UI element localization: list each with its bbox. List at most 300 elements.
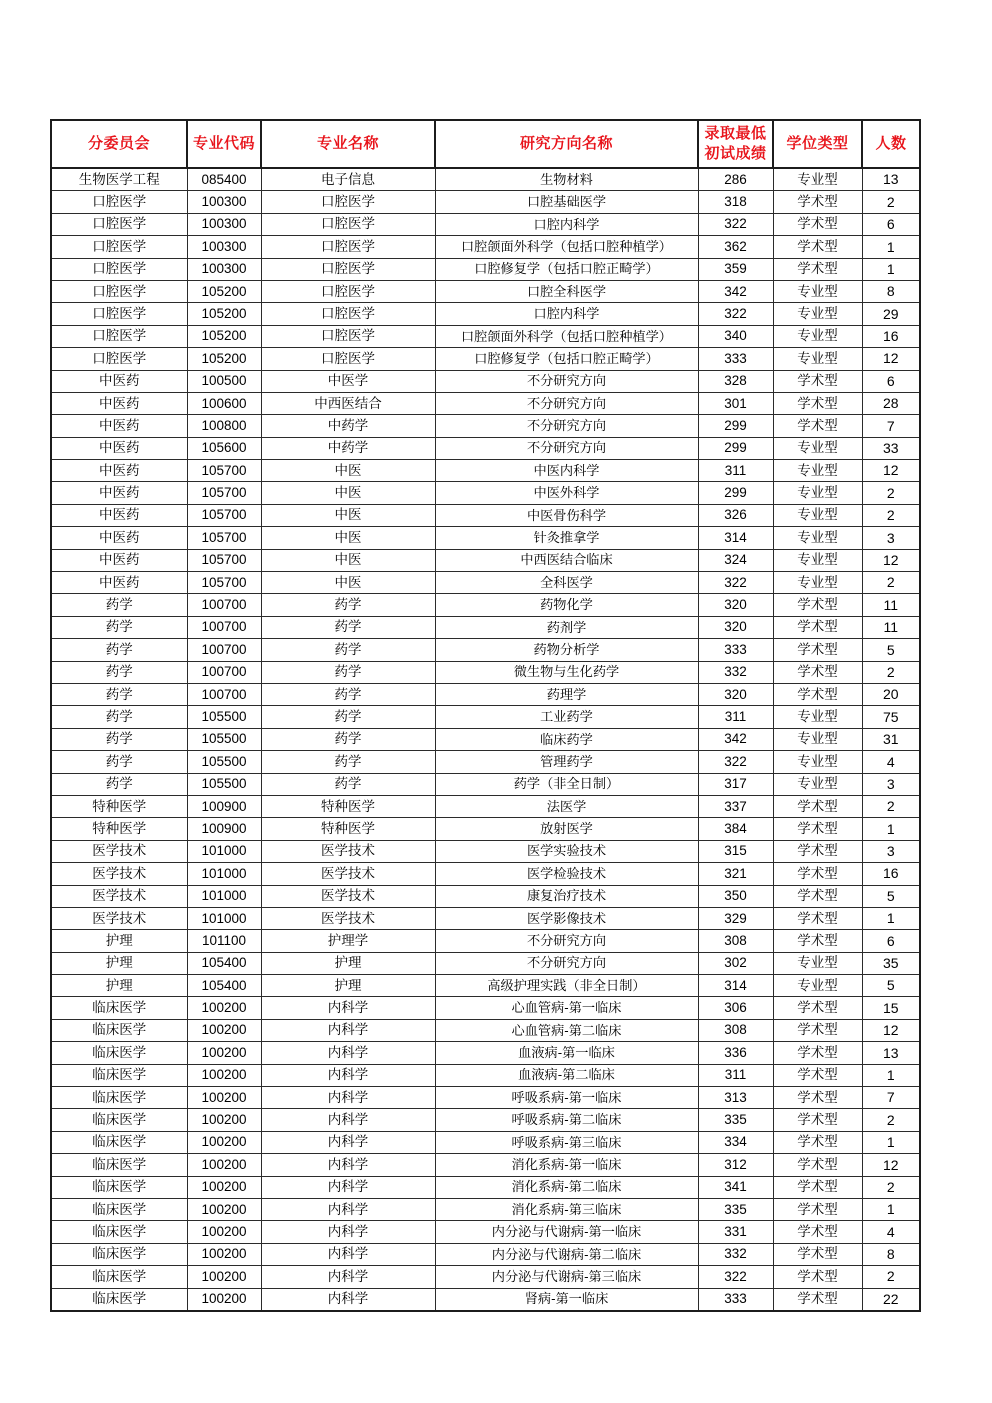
cell-count: 4 bbox=[862, 1221, 920, 1243]
cell-major_name: 口腔医学 bbox=[261, 213, 435, 235]
cell-direction: 口腔内科学 bbox=[435, 213, 698, 235]
table-row bbox=[51, 616, 920, 638]
cell-major_name: 内科学 bbox=[261, 1266, 435, 1288]
cell-min_score: 335 bbox=[698, 1198, 773, 1220]
cell-major_code: 105400 bbox=[187, 975, 261, 997]
cell-committee: 口腔医学 bbox=[51, 236, 187, 258]
cell-major_name: 特种医学 bbox=[261, 795, 435, 817]
cell-major_code: 101000 bbox=[187, 907, 261, 929]
cell-degree_type: 学术型 bbox=[773, 997, 862, 1019]
table-row bbox=[51, 751, 920, 773]
cell-major_name: 药学 bbox=[261, 661, 435, 683]
cell-committee: 特种医学 bbox=[51, 795, 187, 817]
cell-major_code: 101000 bbox=[187, 840, 261, 862]
cell-count: 2 bbox=[862, 795, 920, 817]
cell-count: 2 bbox=[862, 1109, 920, 1131]
table-row bbox=[51, 280, 920, 302]
cell-degree_type: 专业型 bbox=[773, 549, 862, 571]
cell-count: 35 bbox=[862, 952, 920, 974]
cell-direction: 针灸推拿学 bbox=[435, 527, 698, 549]
cell-direction: 心血管病-第二临床 bbox=[435, 1019, 698, 1041]
cell-committee: 中医药 bbox=[51, 460, 187, 482]
table-row bbox=[51, 863, 920, 885]
cell-min_score: 320 bbox=[698, 683, 773, 705]
cell-major_name: 内科学 bbox=[261, 1221, 435, 1243]
cell-direction: 口腔修复学（包括口腔正畸学） bbox=[435, 348, 698, 370]
cell-count: 2 bbox=[862, 572, 920, 594]
table-row bbox=[51, 795, 920, 817]
column-header-line: 研究方向名称 bbox=[519, 135, 613, 153]
cell-degree_type: 专业型 bbox=[773, 482, 862, 504]
table-row bbox=[51, 1154, 920, 1176]
table-row bbox=[51, 952, 920, 974]
column-header-line: 录取最低 bbox=[704, 125, 767, 143]
cell-major_name: 口腔医学 bbox=[261, 303, 435, 325]
cell-degree_type: 学术型 bbox=[773, 1042, 862, 1064]
table-row bbox=[51, 482, 920, 504]
table-row bbox=[51, 572, 920, 594]
cell-direction: 管理药学 bbox=[435, 751, 698, 773]
cell-committee: 中医药 bbox=[51, 437, 187, 459]
cell-count: 8 bbox=[862, 1243, 920, 1265]
cell-min_score: 328 bbox=[698, 370, 773, 392]
cell-direction: 血液病-第二临床 bbox=[435, 1064, 698, 1086]
cell-count: 1 bbox=[862, 1064, 920, 1086]
cell-committee: 临床医学 bbox=[51, 1019, 187, 1041]
cell-count: 12 bbox=[862, 1154, 920, 1176]
cell-committee: 口腔医学 bbox=[51, 303, 187, 325]
cell-direction: 消化系病-第一临床 bbox=[435, 1154, 698, 1176]
cell-major_code: 085400 bbox=[187, 168, 261, 191]
cell-major_name: 药学 bbox=[261, 683, 435, 705]
cell-count: 28 bbox=[862, 392, 920, 414]
cell-committee: 临床医学 bbox=[51, 1221, 187, 1243]
column-header-direction bbox=[435, 120, 698, 168]
cell-degree_type: 学术型 bbox=[773, 1221, 862, 1243]
cell-degree_type: 学术型 bbox=[773, 863, 862, 885]
cell-degree_type: 专业型 bbox=[773, 706, 862, 728]
cell-major_name: 药学 bbox=[261, 594, 435, 616]
cell-major_code: 105200 bbox=[187, 280, 261, 302]
cell-major_name: 内科学 bbox=[261, 1109, 435, 1131]
cell-direction: 血液病-第一临床 bbox=[435, 1042, 698, 1064]
cell-direction: 不分研究方向 bbox=[435, 952, 698, 974]
cell-direction: 康复治疗技术 bbox=[435, 885, 698, 907]
cell-degree_type: 专业型 bbox=[773, 325, 862, 347]
table-row bbox=[51, 1266, 920, 1288]
cell-direction: 不分研究方向 bbox=[435, 392, 698, 414]
cell-committee: 中医药 bbox=[51, 504, 187, 526]
cell-min_score: 302 bbox=[698, 952, 773, 974]
cell-count: 2 bbox=[862, 191, 920, 213]
cell-committee: 临床医学 bbox=[51, 1109, 187, 1131]
cell-direction: 中医内科学 bbox=[435, 460, 698, 482]
cell-direction: 法医学 bbox=[435, 795, 698, 817]
cell-min_score: 317 bbox=[698, 773, 773, 795]
cell-degree_type: 学术型 bbox=[773, 639, 862, 661]
cell-major_code: 105200 bbox=[187, 325, 261, 347]
cell-major_code: 105700 bbox=[187, 482, 261, 504]
cell-major_code: 100300 bbox=[187, 191, 261, 213]
cell-major_code: 105500 bbox=[187, 773, 261, 795]
table-row bbox=[51, 303, 920, 325]
cell-major_code: 100200 bbox=[187, 1154, 261, 1176]
cell-direction: 药理学 bbox=[435, 683, 698, 705]
cell-committee: 中医药 bbox=[51, 482, 187, 504]
cell-count: 15 bbox=[862, 997, 920, 1019]
cell-count: 3 bbox=[862, 527, 920, 549]
cell-count: 1 bbox=[862, 818, 920, 840]
cell-degree_type: 学术型 bbox=[773, 370, 862, 392]
table-body bbox=[51, 168, 920, 1311]
cell-count: 6 bbox=[862, 370, 920, 392]
cell-major_name: 中医 bbox=[261, 572, 435, 594]
cell-min_score: 326 bbox=[698, 504, 773, 526]
cell-min_score: 313 bbox=[698, 1087, 773, 1109]
cell-degree_type: 专业型 bbox=[773, 437, 862, 459]
cell-direction: 口腔内科学 bbox=[435, 303, 698, 325]
cell-min_score: 322 bbox=[698, 572, 773, 594]
cell-committee: 药学 bbox=[51, 661, 187, 683]
cell-min_score: 332 bbox=[698, 1243, 773, 1265]
table-row bbox=[51, 1176, 920, 1198]
cell-min_score: 322 bbox=[698, 213, 773, 235]
cell-count: 2 bbox=[862, 482, 920, 504]
table-row bbox=[51, 661, 920, 683]
cell-min_score: 308 bbox=[698, 930, 773, 952]
table-row bbox=[51, 706, 920, 728]
cell-major_code: 100700 bbox=[187, 639, 261, 661]
score-table-container bbox=[50, 119, 919, 1312]
cell-committee: 医学技术 bbox=[51, 840, 187, 862]
cell-degree_type: 学术型 bbox=[773, 1198, 862, 1220]
cell-min_score: 362 bbox=[698, 236, 773, 258]
cell-min_score: 311 bbox=[698, 1064, 773, 1086]
cell-committee: 药学 bbox=[51, 728, 187, 750]
table-row bbox=[51, 415, 920, 437]
cell-count: 1 bbox=[862, 236, 920, 258]
cell-degree_type: 专业型 bbox=[773, 348, 862, 370]
cell-major_name: 内科学 bbox=[261, 1154, 435, 1176]
cell-count: 4 bbox=[862, 751, 920, 773]
cell-min_score: 324 bbox=[698, 549, 773, 571]
cell-major_name: 内科学 bbox=[261, 1042, 435, 1064]
cell-count: 22 bbox=[862, 1288, 920, 1311]
cell-committee: 口腔医学 bbox=[51, 213, 187, 235]
table-header bbox=[51, 120, 920, 168]
cell-count: 5 bbox=[862, 975, 920, 997]
table-row bbox=[51, 460, 920, 482]
cell-min_score: 359 bbox=[698, 258, 773, 280]
cell-major_code: 100200 bbox=[187, 1176, 261, 1198]
cell-committee: 临床医学 bbox=[51, 1288, 187, 1311]
cell-major_name: 内科学 bbox=[261, 1176, 435, 1198]
cell-committee: 护理 bbox=[51, 975, 187, 997]
cell-major_code: 100200 bbox=[187, 1019, 261, 1041]
table-row bbox=[51, 1243, 920, 1265]
cell-count: 75 bbox=[862, 706, 920, 728]
cell-major_code: 100200 bbox=[187, 1221, 261, 1243]
table-row bbox=[51, 594, 920, 616]
cell-min_score: 312 bbox=[698, 1154, 773, 1176]
cell-committee: 临床医学 bbox=[51, 1042, 187, 1064]
cell-count: 3 bbox=[862, 773, 920, 795]
cell-min_score: 322 bbox=[698, 751, 773, 773]
cell-min_score: 337 bbox=[698, 795, 773, 817]
cell-major_name: 中医 bbox=[261, 527, 435, 549]
cell-degree_type: 学术型 bbox=[773, 818, 862, 840]
cell-direction: 心血管病-第一临床 bbox=[435, 997, 698, 1019]
cell-count: 5 bbox=[862, 639, 920, 661]
cell-min_score: 340 bbox=[698, 325, 773, 347]
cell-degree_type: 学术型 bbox=[773, 236, 862, 258]
cell-count: 13 bbox=[862, 1042, 920, 1064]
cell-direction: 高级护理实践（非全日制） bbox=[435, 975, 698, 997]
column-header-committee bbox=[51, 120, 187, 168]
cell-count: 7 bbox=[862, 415, 920, 437]
cell-major_name: 医学技术 bbox=[261, 907, 435, 929]
cell-min_score: 320 bbox=[698, 594, 773, 616]
cell-min_score: 332 bbox=[698, 661, 773, 683]
cell-min_score: 350 bbox=[698, 885, 773, 907]
cell-degree_type: 学术型 bbox=[773, 258, 862, 280]
cell-direction: 呼吸系病-第三临床 bbox=[435, 1131, 698, 1153]
table-row bbox=[51, 1288, 920, 1311]
cell-major_name: 电子信息 bbox=[261, 168, 435, 191]
cell-min_score: 299 bbox=[698, 482, 773, 504]
cell-min_score: 286 bbox=[698, 168, 773, 191]
cell-count: 5 bbox=[862, 885, 920, 907]
cell-major_code: 105200 bbox=[187, 303, 261, 325]
cell-min_score: 321 bbox=[698, 863, 773, 885]
cell-degree_type: 专业型 bbox=[773, 728, 862, 750]
cell-major_code: 100700 bbox=[187, 661, 261, 683]
cell-degree_type: 学术型 bbox=[773, 191, 862, 213]
cell-major_code: 100200 bbox=[187, 1042, 261, 1064]
cell-degree_type: 学术型 bbox=[773, 795, 862, 817]
cell-major_code: 100800 bbox=[187, 415, 261, 437]
cell-direction: 全科医学 bbox=[435, 572, 698, 594]
cell-major_name: 内科学 bbox=[261, 1243, 435, 1265]
cell-major_code: 100900 bbox=[187, 795, 261, 817]
cell-min_score: 322 bbox=[698, 1266, 773, 1288]
table-row bbox=[51, 930, 920, 952]
cell-min_score: 333 bbox=[698, 348, 773, 370]
cell-direction: 消化系病-第二临床 bbox=[435, 1176, 698, 1198]
cell-min_score: 311 bbox=[698, 460, 773, 482]
cell-major_name: 内科学 bbox=[261, 1019, 435, 1041]
cell-major_name: 内科学 bbox=[261, 1064, 435, 1086]
cell-committee: 医学技术 bbox=[51, 863, 187, 885]
cell-direction: 肾病-第一临床 bbox=[435, 1288, 698, 1311]
cell-major_name: 医学技术 bbox=[261, 840, 435, 862]
cell-committee: 中医药 bbox=[51, 549, 187, 571]
cell-direction: 不分研究方向 bbox=[435, 437, 698, 459]
cell-count: 11 bbox=[862, 616, 920, 638]
cell-degree_type: 学术型 bbox=[773, 594, 862, 616]
cell-direction: 不分研究方向 bbox=[435, 930, 698, 952]
cell-committee: 药学 bbox=[51, 594, 187, 616]
cell-direction: 内分泌与代谢病-第三临床 bbox=[435, 1266, 698, 1288]
cell-major_code: 100300 bbox=[187, 258, 261, 280]
cell-count: 11 bbox=[862, 594, 920, 616]
cell-major_name: 中医 bbox=[261, 460, 435, 482]
cell-committee: 口腔医学 bbox=[51, 280, 187, 302]
cell-major_code: 101000 bbox=[187, 885, 261, 907]
cell-major_code: 105500 bbox=[187, 728, 261, 750]
table-row bbox=[51, 818, 920, 840]
table-row bbox=[51, 885, 920, 907]
cell-min_score: 315 bbox=[698, 840, 773, 862]
cell-count: 12 bbox=[862, 549, 920, 571]
cell-degree_type: 专业型 bbox=[773, 952, 862, 974]
cell-direction: 口腔颌面外科学（包括口腔种植学） bbox=[435, 325, 698, 347]
cell-min_score: 314 bbox=[698, 527, 773, 549]
table-row bbox=[51, 348, 920, 370]
cell-direction: 放射医学 bbox=[435, 818, 698, 840]
cell-major_code: 101100 bbox=[187, 930, 261, 952]
cell-major_name: 内科学 bbox=[261, 1288, 435, 1311]
cell-direction: 医学影像技术 bbox=[435, 907, 698, 929]
table-row bbox=[51, 236, 920, 258]
table-row bbox=[51, 1221, 920, 1243]
cell-major_name: 医学技术 bbox=[261, 885, 435, 907]
cell-major_code: 100700 bbox=[187, 683, 261, 705]
cell-degree_type: 学术型 bbox=[773, 1288, 862, 1311]
cell-count: 33 bbox=[862, 437, 920, 459]
cell-direction: 口腔全科医学 bbox=[435, 280, 698, 302]
table-row bbox=[51, 504, 920, 526]
cell-committee: 护理 bbox=[51, 930, 187, 952]
cell-degree_type: 专业型 bbox=[773, 303, 862, 325]
cell-major_name: 口腔医学 bbox=[261, 258, 435, 280]
cell-major_code: 100300 bbox=[187, 213, 261, 235]
table-row bbox=[51, 1198, 920, 1220]
table-row bbox=[51, 1042, 920, 1064]
cell-major_name: 特种医学 bbox=[261, 818, 435, 840]
cell-major_name: 中医 bbox=[261, 482, 435, 504]
table-row bbox=[51, 683, 920, 705]
cell-direction: 内分泌与代谢病-第二临床 bbox=[435, 1243, 698, 1265]
cell-degree_type: 学术型 bbox=[773, 1019, 862, 1041]
cell-degree_type: 学术型 bbox=[773, 661, 862, 683]
cell-degree_type: 专业型 bbox=[773, 168, 862, 191]
table-row bbox=[51, 997, 920, 1019]
cell-committee: 临床医学 bbox=[51, 1176, 187, 1198]
cell-min_score: 342 bbox=[698, 280, 773, 302]
cell-direction: 药物分析学 bbox=[435, 639, 698, 661]
cell-committee: 药学 bbox=[51, 683, 187, 705]
cell-degree_type: 学术型 bbox=[773, 1109, 862, 1131]
cell-major_name: 药学 bbox=[261, 728, 435, 750]
cell-min_score: 341 bbox=[698, 1176, 773, 1198]
table-row bbox=[51, 213, 920, 235]
cell-min_score: 320 bbox=[698, 616, 773, 638]
cell-count: 6 bbox=[862, 213, 920, 235]
table-row bbox=[51, 975, 920, 997]
cell-degree_type: 专业型 bbox=[773, 975, 862, 997]
column-header-line: 分委员会 bbox=[87, 135, 150, 153]
cell-degree_type: 学术型 bbox=[773, 930, 862, 952]
cell-count: 1 bbox=[862, 258, 920, 280]
cell-major_name: 护理学 bbox=[261, 930, 435, 952]
cell-committee: 临床医学 bbox=[51, 1154, 187, 1176]
cell-major_code: 100600 bbox=[187, 392, 261, 414]
table-row bbox=[51, 728, 920, 750]
cell-major_name: 中西医结合 bbox=[261, 392, 435, 414]
cell-degree_type: 学术型 bbox=[773, 885, 862, 907]
table-row bbox=[51, 370, 920, 392]
cell-degree_type: 专业型 bbox=[773, 527, 862, 549]
cell-degree_type: 学术型 bbox=[773, 1154, 862, 1176]
cell-count: 2 bbox=[862, 1176, 920, 1198]
table-row bbox=[51, 639, 920, 661]
cell-direction: 口腔修复学（包括口腔正畸学） bbox=[435, 258, 698, 280]
cell-major_code: 100500 bbox=[187, 370, 261, 392]
cell-direction: 不分研究方向 bbox=[435, 415, 698, 437]
cell-direction: 中医外科学 bbox=[435, 482, 698, 504]
cell-degree_type: 专业型 bbox=[773, 572, 862, 594]
column-header-min_score bbox=[698, 120, 773, 168]
cell-committee: 药学 bbox=[51, 751, 187, 773]
cell-committee: 临床医学 bbox=[51, 1243, 187, 1265]
cell-count: 3 bbox=[862, 840, 920, 862]
cell-direction: 医学检验技术 bbox=[435, 863, 698, 885]
cell-major_name: 内科学 bbox=[261, 997, 435, 1019]
cell-major_name: 药学 bbox=[261, 639, 435, 661]
cell-major_name: 护理 bbox=[261, 952, 435, 974]
header-row bbox=[51, 120, 920, 168]
cell-major_code: 105700 bbox=[187, 460, 261, 482]
cell-major_name: 内科学 bbox=[261, 1198, 435, 1220]
cell-major_code: 100200 bbox=[187, 1198, 261, 1220]
cell-major_code: 105700 bbox=[187, 527, 261, 549]
cell-major_code: 105700 bbox=[187, 572, 261, 594]
admission-score-table bbox=[50, 119, 921, 1312]
cell-direction: 口腔基础医学 bbox=[435, 191, 698, 213]
cell-direction: 内分泌与代谢病-第一临床 bbox=[435, 1221, 698, 1243]
cell-degree_type: 学术型 bbox=[773, 1243, 862, 1265]
cell-count: 8 bbox=[862, 280, 920, 302]
cell-degree_type: 学术型 bbox=[773, 1131, 862, 1153]
cell-degree_type: 专业型 bbox=[773, 773, 862, 795]
cell-count: 1 bbox=[862, 1198, 920, 1220]
cell-count: 12 bbox=[862, 1019, 920, 1041]
cell-degree_type: 学术型 bbox=[773, 840, 862, 862]
cell-committee: 临床医学 bbox=[51, 1266, 187, 1288]
cell-committee: 药学 bbox=[51, 773, 187, 795]
cell-min_score: 329 bbox=[698, 907, 773, 929]
column-header-line: 专业代码 bbox=[192, 135, 255, 153]
cell-major_code: 100200 bbox=[187, 1064, 261, 1086]
cell-committee: 药学 bbox=[51, 706, 187, 728]
cell-committee: 临床医学 bbox=[51, 997, 187, 1019]
cell-count: 20 bbox=[862, 683, 920, 705]
table-row bbox=[51, 1087, 920, 1109]
cell-min_score: 331 bbox=[698, 1221, 773, 1243]
table-row bbox=[51, 773, 920, 795]
cell-count: 13 bbox=[862, 168, 920, 191]
cell-count: 7 bbox=[862, 1087, 920, 1109]
cell-direction: 微生物与生化药学 bbox=[435, 661, 698, 683]
cell-committee: 口腔医学 bbox=[51, 348, 187, 370]
cell-degree_type: 专业型 bbox=[773, 504, 862, 526]
column-header-line: 学位类型 bbox=[786, 135, 849, 153]
cell-count: 12 bbox=[862, 460, 920, 482]
cell-major_code: 100700 bbox=[187, 594, 261, 616]
cell-major_code: 105500 bbox=[187, 751, 261, 773]
cell-major_name: 口腔医学 bbox=[261, 280, 435, 302]
